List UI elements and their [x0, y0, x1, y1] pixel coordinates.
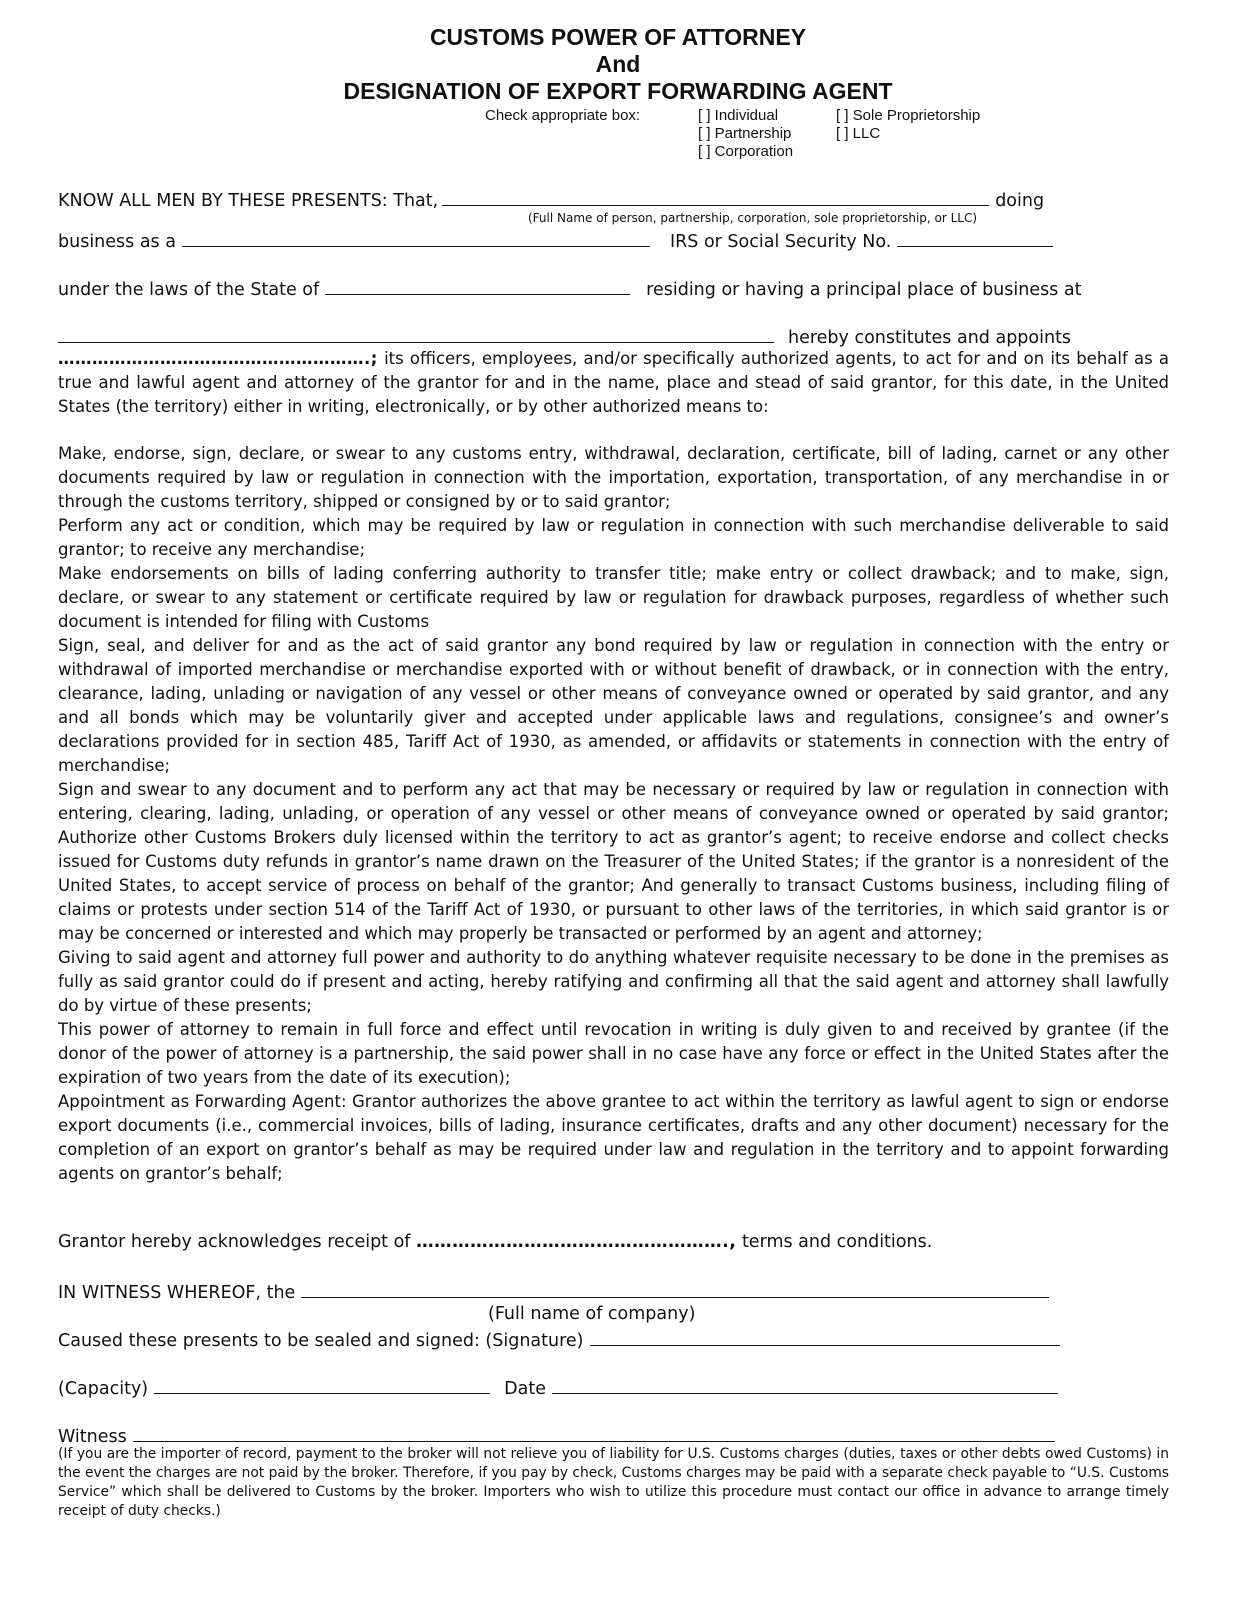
fullname-hint: (Full Name of person, partnership, corporation, sole proprietorship, or LLC) — [528, 211, 978, 225]
residing-text: residing or having a principal place of business at — [646, 280, 1082, 300]
power-paragraph-1: Make, endorse, sign, declare, or swear to any customs entry, withdrawal, declaration, certificate, bill of lading, carnet or any other documents required by law or regulation in connection with the importation, exportation, transportation, of any merchandise in or through the customs territory, shipped or consigned by or to said grantor; — [58, 444, 1169, 511]
checkbox-llc[interactable]: [ ] LLC — [836, 125, 881, 142]
power-paragraph-8: Appointment as Forwarding Agent: Grantor authorizes the above grantee to act within the territory as lawful agent to sign or endorse export documents (i.e., commercial invoices, bills of lading, insurance certificates, drafts and any other document) necessary for the completion of an export on grantor’s behalf as may be required under law and regulation in the territory and to appoint forwarding agents on grantor’s behalf; — [58, 1092, 1169, 1183]
power-paragraph-5: Sign and swear to any document and to perform any act that may be necessary or required by law or regulation in connection with entering, clearing, lading, unlading, or operation of any vessel or other means of conveyance owned or operated by said grantor; Authorize other Customs Brokers duly licensed within the territory to act as grantor’s agent; to receive endorse and collect checks issued for Customs duty refunds in grantor’s name drawn on the Treasurer of the United States; if the grantor is a nonresident of the United States, to accept service of process on behalf of the grantor; And generally to transact Customs business, including filing of claims or protests under section 514 of the Tariff Act of 1930, or pursuant to other laws of the territories, in which said grantor is or may be concerned or interested and which may properly be transacted or performed by an agent and attorney; — [58, 780, 1169, 943]
power-paragraph-3: Make endorsements on bills of lading conferring authority to transfer title; make entry or collect drawback; and to make, sign, declare, or swear to any statement or certificate required by law or regulation for drawback purposes, regardless of whether such document is intended for filing with Customs — [58, 564, 1169, 631]
under-laws-text: under the laws of the State of — [58, 280, 320, 300]
checkbox-sole-proprietorship[interactable]: [ ] Sole Proprietorship — [836, 107, 981, 124]
footnote: (If you are the importer of record, payment to the broker will not relieve you of liability for U.S. Customs charges (duties, taxes or other debts owed Customs) in the event the charges are not paid by the broker. Therefore, if you pay by check, Customs charges may be paid with a separate check payable to “U.S. Customs Service” which shall be delivered to Customs by the broker. Importers who wish to utilize this procedure must contact our office in advance to arrange timely receipt of duty checks.) — [58, 1446, 1169, 1519]
know-all-text: KNOW ALL MEN BY THESE PRESENTS: That, — [58, 191, 439, 211]
state-line — [58, 275, 1172, 302]
witness-field[interactable] — [133, 1422, 1055, 1442]
capacity-field[interactable] — [154, 1374, 490, 1394]
power-paragraph-6: Giving to said agent and attorney full power and authority to do anything whatever requisite necessary to be done in the premises as fully as said grantor could do if present and acting, hereby ratifying and confirming all that the said agent and attorney shall lawfully do by virtue of these presents; — [58, 948, 1169, 1015]
date-text: Date — [504, 1379, 546, 1399]
doing-text: doing — [995, 191, 1045, 211]
ack-dots[interactable]: ……………………………………………., — [416, 1232, 737, 1252]
power-paragraph-7: This power of attorney to remain in full force and effect until revocation in writing is duly given to and received by grantee (if the donor of the power of attorney is a partnership, the said power shall in no case have any force or effect in the United States after the expiration of two years from the date of its execution); — [58, 1020, 1169, 1087]
date-field[interactable] — [552, 1374, 1058, 1394]
company-hint: (Full name of company) — [488, 1304, 696, 1324]
powers-section — [58, 442, 1169, 1186]
checkbox-corporation[interactable]: [ ] Corporation — [698, 143, 794, 160]
company-name-field[interactable] — [301, 1278, 1049, 1298]
power-paragraph-2: Perform any act or condition, which may be required by law or regulation in connection with such merchandise deliverable to said grantor; to receive any merchandise; — [58, 516, 1169, 559]
signature-field[interactable] — [590, 1326, 1060, 1346]
acknowledgement-line — [58, 1230, 1172, 1254]
agent-name-dots[interactable]: ……………………………………………….; — [58, 349, 378, 368]
title-line-3: DESIGNATION OF EXPORT FORWARDING AGENT — [343, 78, 893, 104]
witness-whereof-line — [58, 1278, 1172, 1305]
its-officers-text: its officers, employees, and/or specifically authorized agents, to act for and on its behalf as a true and lawful agent and attorney of the grantor for and in the name, place and stead of said grantor, for this date, in the United States (the territory) either in writing, electronically, or by other authorized means to: — [58, 349, 1169, 416]
ack-prefix: Grantor hereby acknowledges receipt of — [58, 1232, 411, 1252]
ack-suffix: terms and conditions. — [741, 1232, 933, 1252]
signature-line — [58, 1326, 1172, 1353]
address-line — [58, 323, 1172, 350]
appointment-paragraph — [58, 347, 1169, 419]
witness-whereof-text: IN WITNESS WHEREOF, the — [58, 1283, 296, 1303]
irs-text: IRS or Social Security No. — [669, 232, 892, 252]
irs-number-field[interactable] — [897, 227, 1053, 247]
power-paragraph-4: Sign, seal, and deliver for and as the act of said grantor any bond required by law or regulation in connection with the entry or withdrawal of imported merchandise or merchandise exported with or without benefit of drawback, or in connection with the entry, clearance, lading, unlading or navigation of any vessel or other means of conveyance owned or operated by said grantor, and any and all bonds which may be voluntarily giver and accepted under applicable laws and regulations, consignee’s and owner’s declarations provided for in section 485, Tariff Act of 1930, as amended, or affidavits or statements in connection with the entry of merchandise; — [58, 636, 1169, 775]
grantor-name-field[interactable] — [442, 186, 989, 206]
business-as-line — [58, 227, 1172, 254]
business-type-field[interactable] — [182, 227, 650, 247]
checkbox-partnership[interactable]: [ ] Partnership — [698, 125, 792, 142]
checkbox-individual[interactable]: [ ] Individual — [698, 107, 779, 124]
title-line-1: CUSTOMS POWER OF ATTORNEY — [429, 24, 807, 50]
address-field[interactable] — [58, 323, 774, 343]
witness-text: Witness — [58, 1427, 127, 1447]
capacity-date-line — [58, 1374, 1172, 1401]
know-all-line — [58, 186, 1172, 213]
hereby-text: hereby constitutes and appoints — [788, 328, 1072, 348]
caused-text: Caused these presents to be sealed and signed: (Signature) — [58, 1331, 584, 1351]
state-field[interactable] — [325, 275, 630, 295]
title-line-2: And — [595, 51, 641, 77]
check-label: Check appropriate box: — [485, 107, 641, 124]
business-as-text: business as a — [58, 232, 176, 252]
capacity-text: (Capacity) — [58, 1379, 149, 1399]
